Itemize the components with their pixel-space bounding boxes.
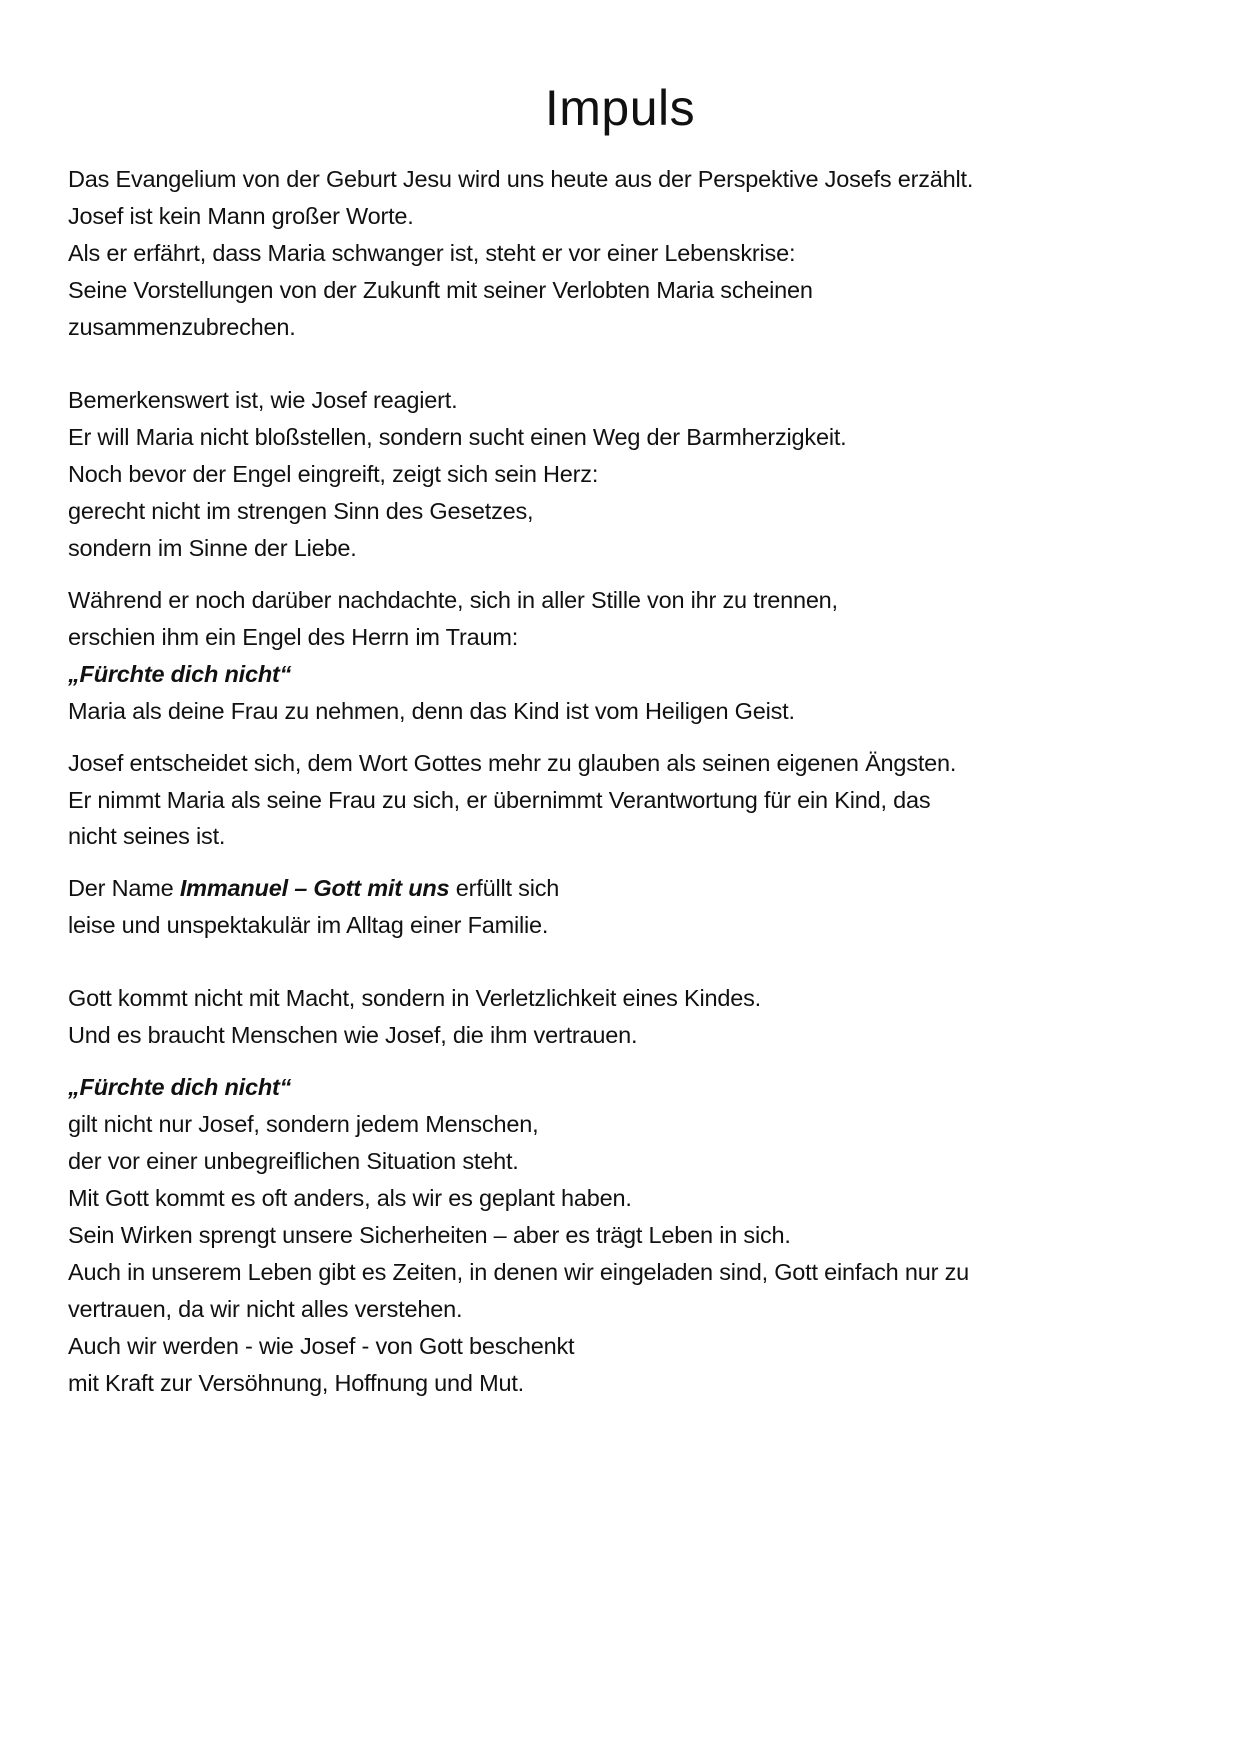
text-line: Und es braucht Menschen wie Josef, die ihm vertrauen.	[68, 1022, 638, 1048]
text-line	[68, 873, 559, 903]
text-line: gilt nicht nur Josef, sondern jedem Menschen,	[68, 1111, 539, 1137]
text-line: nicht seines ist.	[68, 823, 226, 849]
text-line: Josef ist kein Mann großer Worte.	[68, 203, 414, 229]
text-line: vertrauen, da wir nicht alles verstehen.	[68, 1296, 463, 1322]
text-line: der vor einer unbegreiflichen Situation steht.	[68, 1148, 519, 1174]
text-line: zusammenzubrechen.	[68, 314, 296, 340]
emphasis-immanuel: Immanuel – Gott mit uns	[179, 875, 450, 901]
text-line: Das Evangelium von der Geburt Jesu wird uns heute aus der Perspektive Josefs erzählt.	[68, 166, 974, 192]
text-line: Josef entscheidet sich, dem Wort Gottes mehr zu glauben als seinen eigenen Ängsten.	[68, 750, 957, 776]
quote-line: „Fürchte dich nicht“	[68, 661, 292, 687]
text-line: Als er erfährt, dass Maria schwanger ist, steht er vor einer Lebenskrise:	[68, 240, 796, 266]
text-line: Mit Gott kommt es oft anders, als wir es geplant haben.	[68, 1185, 632, 1211]
text-run: Der Name	[68, 875, 180, 901]
text-run: erfüllt sich	[449, 875, 560, 901]
text-line: Auch wir werden - wie Josef - von Gott beschenkt	[68, 1333, 575, 1359]
text-line: Noch bevor der Engel eingreift, zeigt sich sein Herz:	[68, 461, 599, 487]
text-line: Maria als deine Frau zu nehmen, denn das Kind ist vom Heiligen Geist.	[68, 698, 795, 724]
text-line: Bemerkenswert ist, wie Josef reagiert.	[68, 387, 458, 413]
text-line: Seine Vorstellungen von der Zukunft mit seiner Verlobten Maria scheinen	[68, 277, 813, 303]
text-line: Er will Maria nicht bloßstellen, sondern sucht einen Weg der Barmherzigkeit.	[68, 424, 847, 450]
text-line: sondern im Sinne der Liebe.	[68, 535, 357, 561]
text-line: Sein Wirken sprengt unsere Sicherheiten – aber es trägt Leben in sich.	[68, 1222, 791, 1248]
text-line: gerecht nicht im strengen Sinn des Gesetzes,	[68, 498, 534, 524]
page-title: Impuls	[544, 80, 696, 136]
text-line: mit Kraft zur Versöhnung, Hoffnung und Mut.	[68, 1370, 525, 1396]
text-line: leise und unspektakulär im Alltag einer Familie.	[68, 912, 549, 938]
text-line: Auch in unserem Leben gibt es Zeiten, in denen wir eingeladen sind, Gott einfach nur zu	[68, 1259, 969, 1285]
text-line: Gott kommt nicht mit Macht, sondern in Verletzlichkeit eines Kindes.	[68, 985, 762, 1011]
text-line: Während er noch darüber nachdachte, sich in aller Stille von ihr zu trennen,	[68, 587, 838, 613]
quote-line: „Fürchte dich nicht“	[68, 1074, 292, 1100]
text-line: Er nimmt Maria als seine Frau zu sich, er übernimmt Verantwortung für ein Kind, das	[68, 787, 931, 813]
text-line: erschien ihm ein Engel des Herrn im Traum:	[68, 624, 519, 650]
